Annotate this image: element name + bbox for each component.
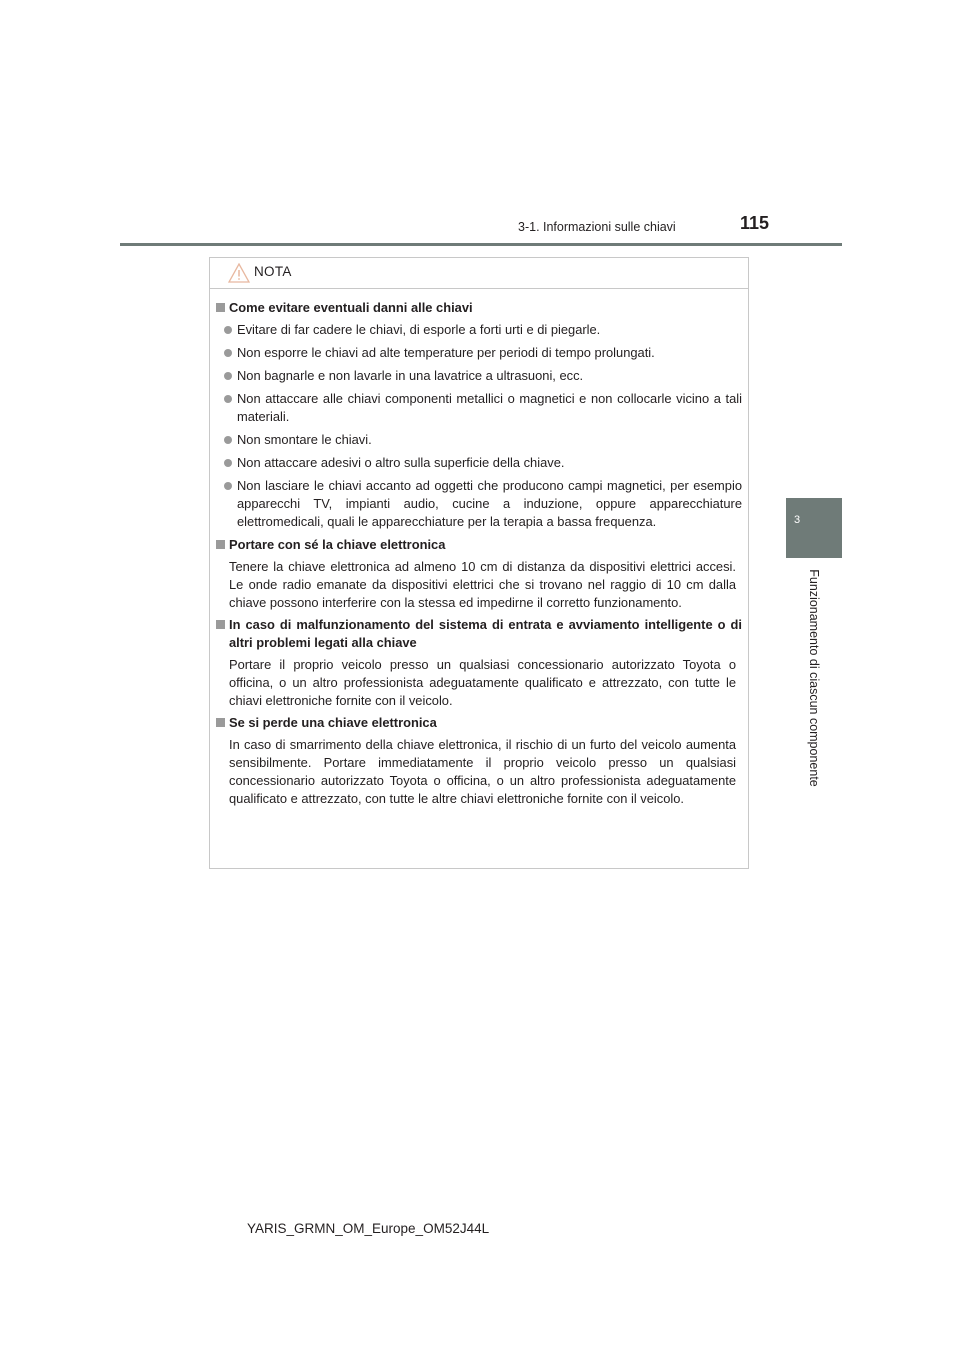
square-bullet-icon bbox=[216, 540, 225, 549]
header-section-title: 3-1. Informazioni sulle chiavi bbox=[518, 220, 676, 234]
chapter-number: 3 bbox=[794, 514, 801, 526]
note-box bbox=[209, 257, 749, 869]
square-bullet-icon bbox=[216, 620, 225, 629]
section-heading: Come evitare eventuali danni alle chiavi bbox=[216, 299, 742, 317]
list-item: Non esporre le chiavi ad alte temperature per periodi di tempo prolungati. bbox=[224, 344, 742, 362]
list-item: Non attaccare alle chiavi componenti metallici o magnetici e non collocarle vicino a tali materiali. bbox=[224, 390, 742, 426]
note-section bbox=[216, 299, 742, 531]
list-item: Non bagnarle e non lavarle in una lavatrice a ultrasuoni, ecc. bbox=[224, 367, 742, 385]
section-heading: Portare con sé la chiave elettronica bbox=[216, 536, 742, 554]
note-section bbox=[216, 714, 742, 808]
chapter-title-vertical: Funzionamento di ciascun componente bbox=[807, 569, 821, 787]
section-heading: In caso di malfunzionamento del sistema di entrata e avviamento intelligente o di altri problemi legati alla chiave bbox=[216, 616, 742, 652]
header-divider bbox=[120, 243, 842, 246]
list-item: Non smontare le chiavi. bbox=[224, 431, 742, 449]
note-section bbox=[216, 616, 742, 710]
round-bullet-icon bbox=[224, 372, 232, 380]
list-item: Non attaccare adesivi o altro sulla superficie della chiave. bbox=[224, 454, 742, 472]
round-bullet-icon bbox=[224, 349, 232, 357]
round-bullet-icon bbox=[224, 395, 232, 403]
round-bullet-icon bbox=[224, 436, 232, 444]
warning-triangle-icon bbox=[228, 263, 250, 288]
note-body bbox=[210, 289, 748, 808]
list-item: Non lasciare le chiavi accanto ad oggetti che producono campi magnetici, per esempio apparecchi TV, impianti audio, cucine a induzione, oppure apparecchiature elettromedicali, quali le apparecchiature per la terapia a bassa frequenza. bbox=[224, 477, 742, 531]
section-paragraph: In caso di smarrimento della chiave elettronica, il rischio di un furto del veicolo aumenta sensibilmente. Portare immediatamente il proprio veicolo presso un qualsiasi concessionario autorizzato Toyota o officina, o un altro professionista adeguatamente qualificato e attrezzato, con tutte le altre chiavi elettroniche fornite con il veicolo. bbox=[229, 737, 736, 806]
section-heading: Se si perde una chiave elettronica bbox=[216, 714, 742, 732]
note-section bbox=[216, 536, 742, 612]
list-item: Evitare di far cadere le chiavi, di esporle a forti urti e di piegarle. bbox=[224, 321, 742, 339]
chapter-tab bbox=[786, 498, 842, 558]
round-bullet-icon bbox=[224, 459, 232, 467]
document-code: YARIS_GRMN_OM_Europe_OM52J44L bbox=[247, 1221, 490, 1236]
note-header bbox=[210, 258, 748, 289]
square-bullet-icon bbox=[216, 303, 225, 312]
section-paragraph: Portare il proprio veicolo presso un qualsiasi concessionario autorizzato Toyota o officina, o un altro professionista adeguatamente qualificato e attrezzato, con tutte le chiavi elettroniche fornite con il veicolo. bbox=[229, 657, 736, 708]
round-bullet-icon bbox=[224, 482, 232, 490]
section-paragraph: Tenere la chiave elettronica ad almeno 10 cm di distanza da dispositivi elettrici accesi. Le onde radio emanate da dispositivi elettrici che si trovano nel raggio di 10 cm dalla chiave possono interferire con la stessa ed impedirne il corretto funzionamento. bbox=[229, 559, 736, 610]
note-title: NOTA bbox=[254, 264, 292, 279]
round-bullet-icon bbox=[224, 326, 232, 334]
square-bullet-icon bbox=[216, 718, 225, 727]
page-number: 115 bbox=[740, 213, 770, 233]
